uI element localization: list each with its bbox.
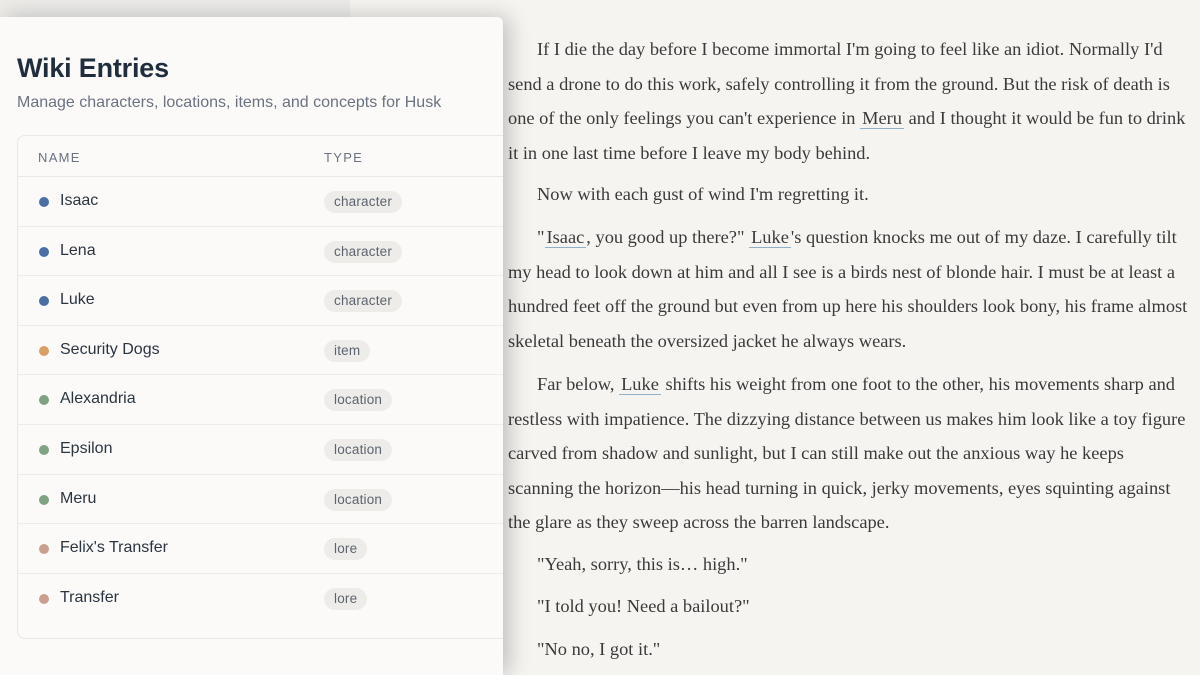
type-badge: location (324, 489, 392, 511)
paragraph-text: and I thought it would be fun to drink it in one last time before I leave my body behind. (508, 108, 1186, 163)
entry-name: Transfer (60, 588, 119, 606)
entry-name: Epsilon (60, 440, 113, 457)
type-dot-icon (39, 296, 49, 306)
paragraph-text: "No no, I got it." (537, 639, 661, 659)
entry-name: Luke (60, 291, 95, 309)
type-badge: location (324, 439, 392, 461)
type-badge: lore (324, 538, 367, 560)
type-badge: location (324, 389, 392, 411)
table-row-luke[interactable] (18, 276, 503, 326)
page-subtitle: Manage characters, locations, items, and concepts for Husk (17, 94, 442, 111)
manuscript-reader (503, 0, 1200, 675)
table-row-meru[interactable] (18, 475, 503, 525)
paragraph-text: shifts his weight from one foot to the other, his movements sharp and restless with impatience. The dizzying distance between us makes him look like a toy figure carved from shadow and sunlight, but I can still make out the anxious way he keeps scanning the horizon—his head turning in quick, jerky movements, eyes squinting against the glare as they sweep across the barren landscape. (508, 374, 1186, 533)
entry-name: Felix's Transfer (60, 539, 168, 557)
column-header-type[interactable]: TYPE (324, 150, 364, 165)
table-row-security-dogs[interactable] (18, 326, 503, 376)
type-badge: lore (324, 588, 367, 610)
type-dot-icon (39, 544, 49, 554)
entry-name: Security Dogs (60, 340, 160, 358)
type-dot-icon (39, 197, 49, 207)
table-row-isaac[interactable] (18, 177, 503, 227)
paragraph-7 (508, 632, 1188, 667)
paragraph-text: "Yeah, sorry, this is… high." (537, 554, 748, 574)
wiki-panel (0, 17, 503, 675)
type-dot-icon (39, 445, 49, 455)
paragraph-1 (508, 32, 1188, 170)
table-header (18, 136, 503, 177)
entry-name: Lena (60, 241, 96, 259)
type-dot-icon (39, 495, 49, 505)
paragraph-text: "I told you! Need a bailout?" (537, 596, 750, 616)
paragraph-4 (508, 367, 1188, 540)
wiki-link-luke[interactable]: Luke (751, 227, 789, 247)
table-row-alexandria[interactable] (18, 375, 503, 425)
column-header-name[interactable]: NAME (38, 150, 81, 165)
wiki-link-isaac[interactable]: Isaac (546, 227, 585, 247)
table-row-felixs-transfer[interactable] (18, 524, 503, 574)
entry-name: Meru (60, 489, 97, 507)
table-row-transfer[interactable] (18, 574, 503, 624)
paragraph-text: Now with each gust of wind I'm regretting it. (537, 184, 869, 204)
type-dot-icon (39, 395, 49, 405)
type-badge: character (324, 241, 402, 263)
type-dot-icon (39, 247, 49, 257)
paragraph-text: 's question knocks me out of my daze. I carefully tilt my head to look down at him and all I see is a birds nest of blonde hair. I must be at least a hundred feet off the ground but even from up here his shoulders look bony, his frame almost skeletal beneath the oversized jacket he always wears. (508, 227, 1188, 351)
page-title: Wiki Entries (17, 53, 169, 83)
wiki-entries-table (17, 135, 503, 639)
type-dot-icon (39, 346, 49, 356)
paragraph-2 (508, 177, 1188, 212)
entry-name: Alexandria (60, 390, 136, 408)
paragraph-3 (508, 220, 1188, 358)
paragraph-text: , you good up there?" (586, 227, 745, 247)
paragraph-text: " (537, 227, 545, 247)
paragraph-text: Far below, (537, 374, 615, 394)
type-dot-icon (39, 594, 49, 604)
table-row-lena[interactable] (18, 227, 503, 277)
paragraph-5 (508, 547, 1188, 582)
type-badge: item (324, 340, 370, 362)
wiki-link-meru[interactable]: Meru (862, 108, 902, 129)
entry-name: Isaac (60, 192, 99, 209)
background-strip (0, 0, 350, 18)
wiki-link-luke[interactable]: Luke (621, 374, 659, 394)
table-row-epsilon[interactable] (18, 425, 503, 475)
paragraph-6 (508, 589, 1188, 624)
type-badge: character (324, 191, 402, 213)
type-badge: character (324, 290, 402, 312)
paragraph-text: If I die the day before I become immortal I'm going to feel like an idiot. Normally I'd send a drone to do this work, safely controlling it from the ground. But the risk of death is one of the only feelings you can't experience in (508, 39, 1170, 129)
